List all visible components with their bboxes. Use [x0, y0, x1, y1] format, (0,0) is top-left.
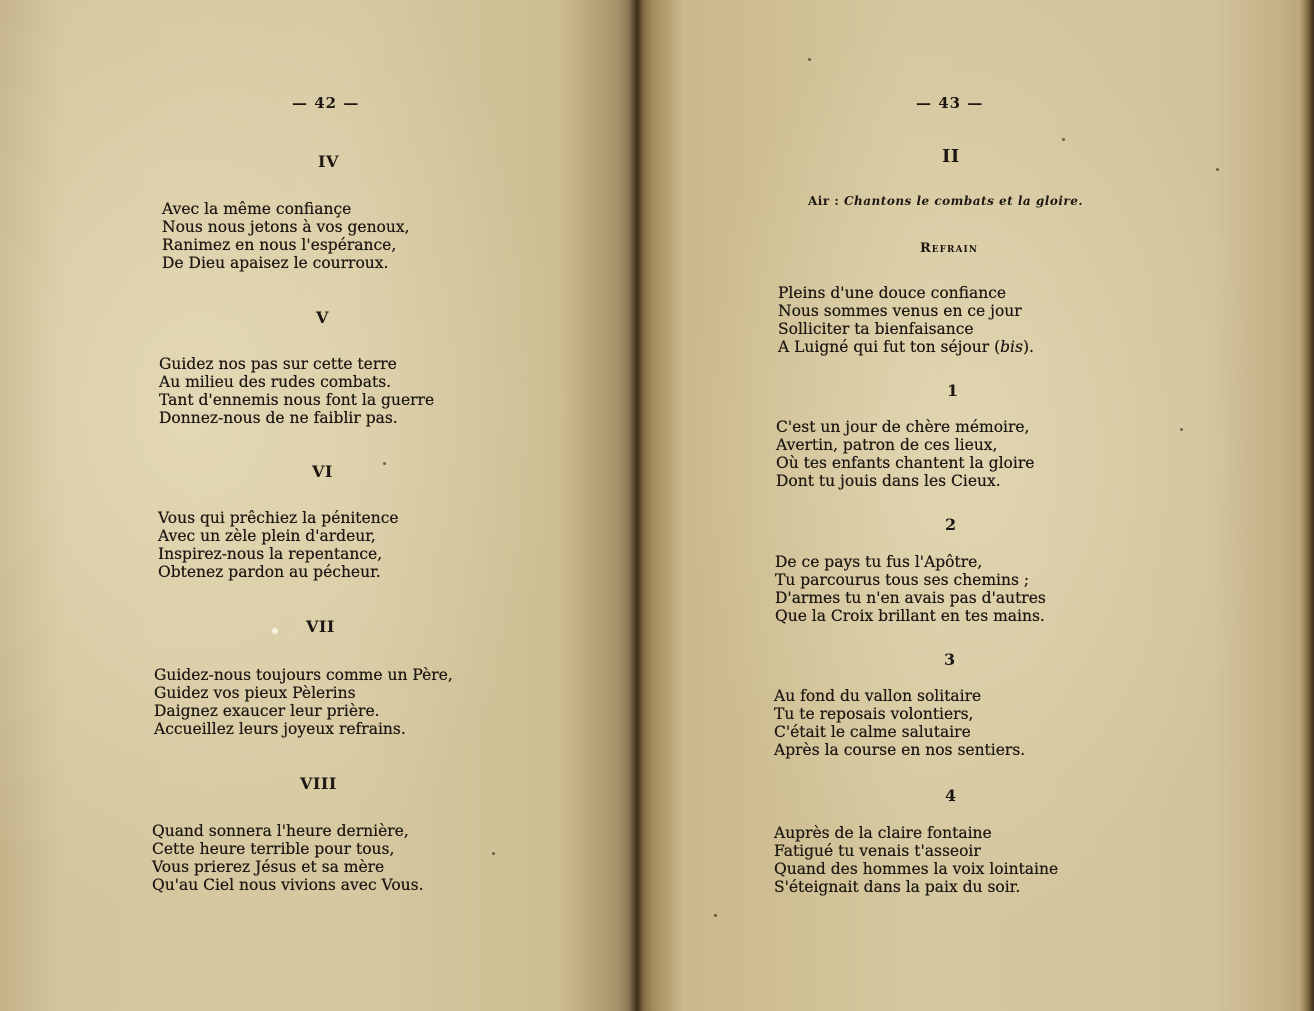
- page-edge: [1300, 0, 1314, 1011]
- stanza-numeral: VIII: [300, 774, 337, 793]
- verse-line: Tu parcourus tous ses chemins ;: [775, 571, 1030, 589]
- verse-line: Daignez exaucer leur prière.: [154, 702, 380, 720]
- page-number-right: — 43 —: [916, 94, 984, 112]
- stanza: [152, 822, 424, 894]
- verse-line: Quand sonnera l'heure dernière,: [152, 822, 409, 840]
- stanza: [776, 418, 1034, 490]
- verse-line: Ranimez en nous l'espérance,: [162, 236, 397, 254]
- verse-line: Guidez-nous toujours comme un Père,: [154, 666, 453, 684]
- left-page: [0, 0, 636, 1011]
- stanza: [158, 509, 399, 581]
- paper-speck: [714, 914, 717, 917]
- verse-line: Obtenez pardon au pécheur.: [158, 563, 381, 581]
- verse-line: Guidez vos pieux Pèlerins: [154, 684, 356, 702]
- verse-line: Vous prierez Jésus et sa mère: [152, 858, 385, 876]
- verse-line: Cette heure terrible pour tous,: [152, 840, 395, 858]
- refrain-stanza: [778, 284, 1034, 356]
- verse-line: Où tes enfants chantent la gloire: [776, 454, 1035, 472]
- air-line: [808, 194, 1083, 208]
- verse-text: A Luigné qui fut ton séjour (: [778, 338, 1001, 356]
- verse-line: Tu te reposais volontiers,: [774, 705, 974, 723]
- verse-line: D'armes tu n'en avais pas d'autres: [775, 589, 1046, 607]
- verse-line: Nous sommes venus en ce jour: [778, 302, 1022, 320]
- air-label: Air :: [808, 194, 840, 208]
- verse-line: Quand des hommes la voix lointaine: [774, 860, 1059, 878]
- paper-speck: [383, 462, 386, 465]
- book-gutter: [628, 0, 644, 1011]
- verse-line: C'était le calme salutaire: [774, 723, 971, 741]
- repeat-mark: bis: [1000, 338, 1023, 356]
- verse-line: De Dieu apaisez le courroux.: [162, 254, 389, 272]
- paper-speck: [1216, 168, 1219, 171]
- page-number-left: — 42 —: [292, 94, 360, 112]
- stanza: [154, 666, 453, 738]
- verse-line: Tant d'ennemis nous font la guerre: [159, 391, 435, 409]
- verse-line: Après la course en nos sentiers.: [774, 741, 1026, 759]
- verse-line: Avec un zèle plein d'ardeur,: [158, 527, 376, 545]
- stanza-numeral: VII: [306, 617, 335, 636]
- air-title: Chantons le combats et la gloire.: [844, 194, 1084, 208]
- paper-spot: [272, 628, 278, 634]
- stanza-numeral: 4: [945, 786, 957, 805]
- verse-line: Solliciter ta bienfaisance: [778, 320, 974, 338]
- verse-punctuation: ).: [1022, 338, 1034, 356]
- verse-line: Accueillez leurs joyeux refrains.: [154, 720, 406, 738]
- verse-line: C'est un jour de chère mémoire,: [776, 418, 1030, 436]
- verse-line: Que la Croix brillant en tes mains.: [775, 607, 1045, 625]
- paper-speck: [808, 58, 811, 61]
- stanza: [162, 200, 410, 272]
- verse-line: Avertin, patron de ces lieux,: [776, 436, 998, 454]
- verse-line: Donnez-nous de ne faiblir pas.: [159, 409, 398, 427]
- stanza-numeral: VI: [312, 462, 333, 481]
- stanza-numeral: 2: [945, 515, 957, 534]
- stanza-numeral: IV: [318, 152, 339, 171]
- verse-line: Auprès de la claire fontaine: [774, 824, 992, 842]
- stanza-numeral: 1: [947, 381, 959, 400]
- stanza: [774, 824, 1058, 896]
- paper-speck: [492, 852, 495, 855]
- stanza: [775, 553, 1046, 625]
- right-page: [636, 0, 1314, 1011]
- paper-speck: [1180, 428, 1183, 431]
- refrain-heading: Refrain: [920, 241, 978, 256]
- stanza: [159, 355, 434, 427]
- verse-line: Qu'au Ciel nous vivions avec Vous.: [152, 876, 424, 894]
- verse-line: Nous nous jetons à vos genoux,: [162, 218, 410, 236]
- verse-line: Guidez nos pas sur cette terre: [159, 355, 397, 373]
- verse-line: Fatigué tu venais t'asseoir: [774, 842, 981, 860]
- verse-line-with-repeat: [778, 338, 1034, 356]
- verse-line: Avec la même confiançe: [162, 200, 352, 218]
- verse-line: Vous qui prêchiez la pénitence: [158, 509, 399, 527]
- stanza: [774, 687, 1025, 759]
- verse-line: Pleins d'une douce confiance: [778, 284, 1007, 302]
- stanza-numeral: V: [316, 308, 329, 327]
- verse-line: Dont tu jouis dans les Cieux.: [776, 472, 1001, 490]
- verse-line: Au milieu des rudes combats.: [159, 373, 392, 391]
- song-numeral: II: [942, 146, 960, 167]
- paper-speck: [1062, 138, 1065, 141]
- verse-line: De ce pays tu fus l'Apôtre,: [775, 553, 983, 571]
- stanza-numeral: 3: [944, 650, 956, 669]
- verse-line: S'éteignait dans la paix du soir.: [774, 878, 1021, 896]
- verse-line: Au fond du vallon solitaire: [774, 687, 982, 705]
- verse-line: Inspirez-nous la repentance,: [158, 545, 383, 563]
